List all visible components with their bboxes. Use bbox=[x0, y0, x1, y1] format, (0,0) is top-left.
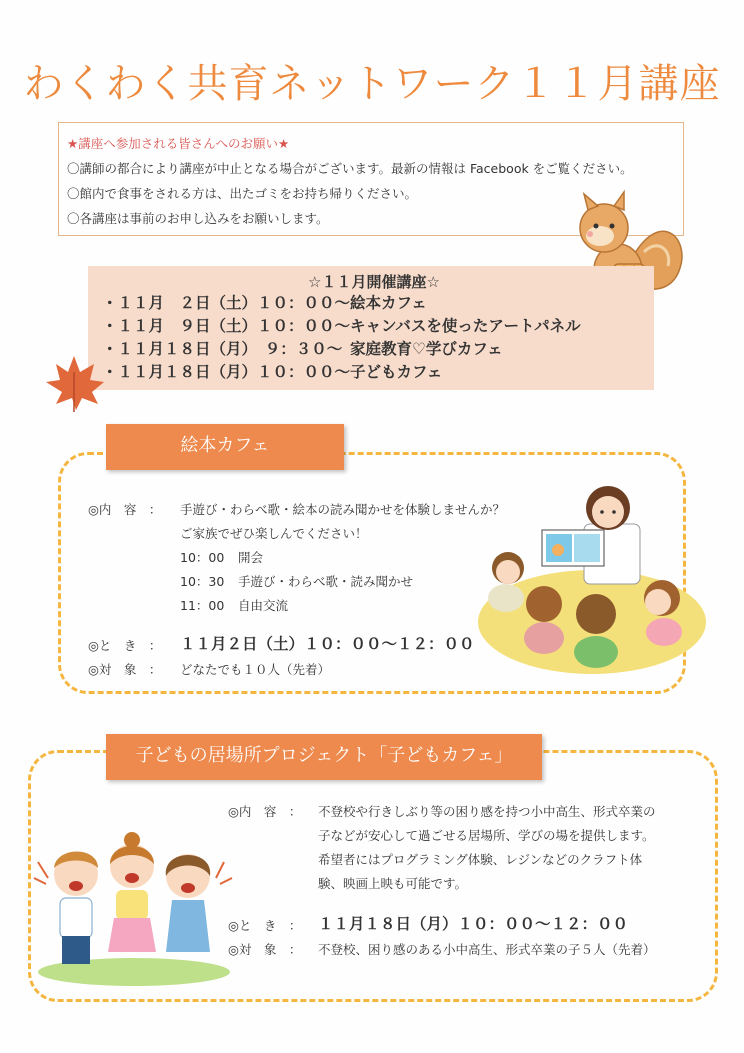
timetable-time: 10：00 bbox=[180, 550, 225, 565]
schedule-date: ・１１月１８日（月） ９：３０～ bbox=[102, 340, 343, 358]
schedule-date: ・１１月 ９日（土）１０：００～ bbox=[102, 317, 351, 335]
content-line: 験、映画上映も可能です。 bbox=[318, 876, 468, 891]
timetable-time: 10：30 bbox=[180, 574, 225, 589]
target-label: ◎対 象 ： bbox=[228, 942, 302, 957]
schedule-title: 家庭教育♡学びカフェ bbox=[350, 340, 503, 358]
target-value: どなたでも１０人（先着） bbox=[180, 662, 331, 677]
schedule-item bbox=[102, 292, 646, 315]
schedule-date: ・１１月１８日（月）１０：００～ bbox=[102, 363, 351, 381]
schedule-title: 子どもカフェ bbox=[350, 363, 443, 381]
ehon-cafe-label: 絵本カフェ bbox=[106, 424, 344, 470]
content-label: ◎内 容 ： bbox=[88, 502, 162, 517]
target-value: 不登校、困り感のある小中高生、形式卒業の子５人（先着） bbox=[318, 942, 656, 957]
timetable-time: 11：00 bbox=[180, 598, 225, 613]
schedule-box bbox=[88, 266, 654, 390]
content-line: 子などが安心して過ごせる居場所、学びの場を提供します。 bbox=[318, 828, 655, 843]
content-line: 手遊び・わらべ歌・絵本の読み聞かせを体験しませんか？ bbox=[180, 502, 506, 517]
page-title: わくわく共育ネットワーク１１月講座 bbox=[23, 61, 721, 107]
notice-item: 〇各講座は事前のお申し込みをお願いします。 bbox=[67, 211, 329, 226]
notice-item: 〇館内で食事をされる方は、出たゴミをお持ち帰りください。 bbox=[67, 186, 418, 201]
when-label: ◎と き ： bbox=[88, 638, 162, 653]
schedule-heading: ☆１１月開催講座☆ bbox=[308, 273, 440, 291]
content-label: ◎内 容 ： bbox=[228, 804, 302, 819]
kodomo-cafe-label: 子どもの居場所プロジェクト「子どもカフェ」 bbox=[106, 734, 542, 780]
maple-leaf-icon bbox=[40, 352, 108, 414]
content-line: ご家族でぜひ楽しんでください！ bbox=[180, 526, 368, 541]
schedule-title: キャンバスを使ったアートパネル bbox=[350, 317, 581, 335]
timetable-desc: 自由交流 bbox=[238, 598, 289, 613]
storytime-illustration bbox=[472, 472, 712, 682]
schedule-item bbox=[102, 361, 646, 384]
timetable-desc: 手遊び・わらべ歌・読み聞かせ bbox=[238, 574, 414, 589]
notice-item: 〇講師の都合により講座が中止となる場合がございます。最新の情報は Facebook をご覧ください。 bbox=[67, 161, 633, 176]
schedule-item bbox=[102, 315, 646, 338]
timetable-desc: 開会 bbox=[238, 550, 264, 565]
schedule-title: 絵本カフェ bbox=[350, 294, 427, 312]
schedule-date: ・１１月 ２日（土）１０：００～ bbox=[102, 294, 351, 312]
notice-heading: ★講座へ参加される皆さんへのお願い★ bbox=[67, 136, 290, 151]
event-datetime: １１月２日（土）１０：００～１２：００ bbox=[180, 635, 475, 653]
when-label: ◎と き ： bbox=[228, 918, 302, 933]
content-line: 希望者にはプログラミング体験、レジンなどのクラフト体 bbox=[318, 852, 643, 867]
event-datetime: １１月１８日（月）１０：００～１２：００ bbox=[318, 915, 629, 933]
target-label: ◎対 象 ： bbox=[88, 662, 162, 677]
content-line: 不登校や行きしぶり等の困り感を持つ小中高生、形式卒業の bbox=[318, 804, 656, 819]
children-illustration bbox=[28, 822, 240, 988]
schedule-item bbox=[102, 338, 646, 361]
